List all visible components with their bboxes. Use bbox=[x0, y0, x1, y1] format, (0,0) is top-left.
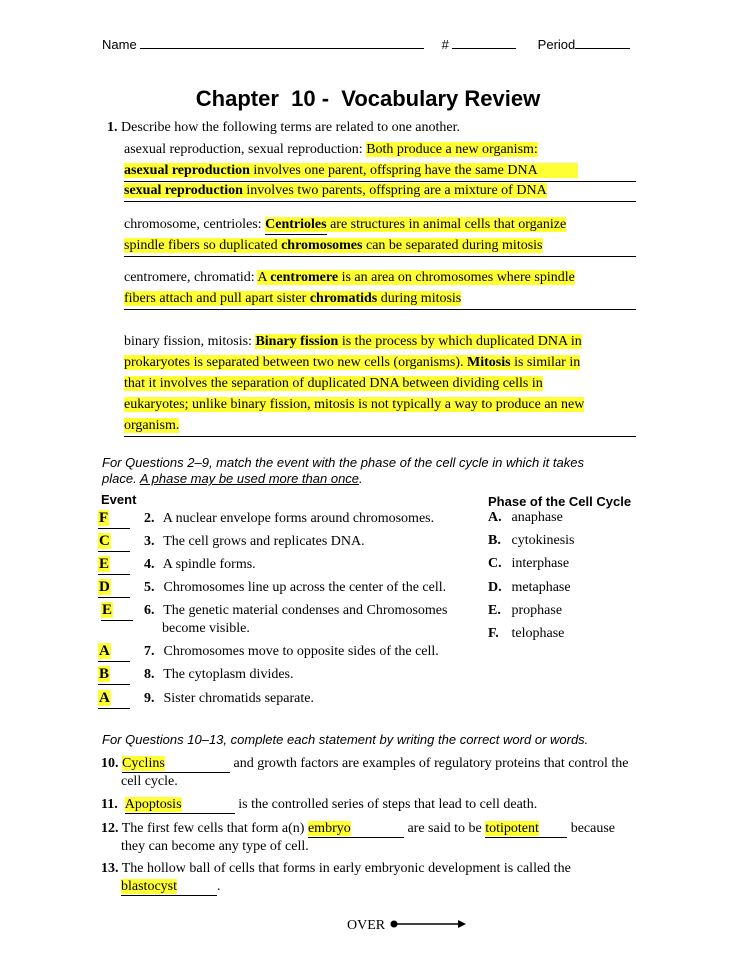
q11: 11. Apoptosis is the controlled series of steps that lead to cell death. bbox=[101, 797, 538, 812]
period-field[interactable] bbox=[575, 36, 630, 49]
answer-blank-8[interactable]: B bbox=[98, 666, 130, 685]
phase-option-c: C. interphase bbox=[488, 556, 570, 571]
q1-pair2-line2[interactable]: spindle fibers so duplicated chromosomes can be separated during mitosis bbox=[124, 236, 636, 257]
header bbox=[102, 36, 630, 52]
q12: 12. The first few cells that form a(n) embryo are said to be totipotent because bbox=[101, 821, 616, 836]
q1-pair3-line2[interactable]: fibers attach and pull apart sister chromatids during mitosis bbox=[124, 289, 636, 310]
q12-answer1[interactable]: embryo bbox=[308, 821, 404, 838]
q1-pair4-line5[interactable]: organism. bbox=[124, 416, 636, 437]
page-title: Chapter 10 - Vocabulary Review bbox=[195, 86, 541, 111]
phase-option-a: A. anaphase bbox=[488, 510, 563, 525]
event-header: Event bbox=[101, 492, 137, 507]
q13-answer[interactable]: blastocyst bbox=[121, 879, 217, 896]
q13-cont: blastocyst . bbox=[121, 879, 221, 894]
q1-pair3-line1: centromere, chromatid: A centromere is an area on chromosomes where spindle bbox=[124, 270, 575, 285]
q1-pair4-line3: that it involves the separation of duplicated DNA between dividing cells in bbox=[124, 376, 543, 391]
name-label: Name bbox=[102, 37, 137, 52]
over-label: OVER bbox=[347, 918, 386, 933]
match-item-9: 9. Sister chromatids separate. bbox=[144, 691, 314, 706]
match-item-2: 2. A nuclear envelope forms around chromosomes. bbox=[144, 511, 435, 526]
q1-pair1-line2[interactable]: asexual reproduction involves one parent, offspring have the same DNA bbox=[124, 161, 636, 182]
period-label: Period bbox=[537, 37, 576, 52]
phase-option-f: F. telophase bbox=[488, 626, 565, 641]
answer-blank-6[interactable]: E bbox=[101, 602, 133, 621]
q10-answer[interactable]: Cyclins bbox=[122, 756, 230, 773]
name-field[interactable] bbox=[140, 36, 424, 49]
arrow-right-icon bbox=[388, 916, 468, 932]
answer-blank-2[interactable]: F bbox=[98, 510, 130, 529]
phase-header: Phase of the Cell Cycle bbox=[488, 494, 632, 509]
match-item-6: 6. The genetic material condenses and Chromosomes bbox=[144, 603, 448, 618]
number-field[interactable] bbox=[452, 36, 516, 49]
phase-option-d: D. metaphase bbox=[488, 580, 571, 595]
answer-blank-7[interactable]: A bbox=[98, 643, 130, 662]
answer-blank-5[interactable]: D bbox=[98, 579, 130, 598]
q11-answer[interactable]: Apoptosis bbox=[125, 797, 235, 814]
q1-pair1-line1: asexual reproduction, sexual reproduction: Both produce a new organism: bbox=[124, 142, 538, 157]
phase-option-e: E. prophase bbox=[488, 603, 563, 618]
phase-option-b: B. cytokinesis bbox=[488, 533, 575, 548]
q13: 13. The hollow ball of cells that forms in early embryonic development is called the bbox=[101, 861, 571, 876]
match-item-6-cont: become visible. bbox=[162, 621, 250, 636]
q1-pair4-line4: eukaryotes; unlike binary fission, mitosis is not typically a way to produce an new bbox=[124, 397, 585, 412]
q1-pair4-line2: prokaryotes is separated between two new cells (organisms). Mitosis is similar in bbox=[124, 355, 581, 370]
q1-pair1-line3[interactable]: sexual reproduction involves two parents, offspring are a mixture of DNA bbox=[124, 181, 636, 202]
q12-answer2[interactable]: totipotent bbox=[485, 821, 567, 838]
number-label: # bbox=[441, 37, 449, 52]
q1-pair2-line1: chromosome, centrioles: Centrioles are structures in animal cells that organize bbox=[124, 215, 636, 235]
match-item-8: 8. The cytoplasm divides. bbox=[144, 667, 294, 682]
q1-prompt: 1. Describe how the following terms are related to one another. bbox=[107, 120, 460, 135]
match-instructions-line2: place. A phase may be used more than once. bbox=[102, 471, 363, 486]
answer-blank-3[interactable]: C bbox=[98, 533, 130, 552]
match-item-5: 5. Chromosomes line up across the center of the cell. bbox=[144, 580, 447, 595]
match-instructions-line1: For Questions 2–9, match the event with the phase of the cell cycle in which it takes bbox=[102, 455, 584, 470]
q1-pair4-line1: binary fission, mitosis: Binary fission is the process by which duplicated DNA in bbox=[124, 334, 582, 349]
q12-cont: they can become any type of cell. bbox=[121, 839, 309, 854]
answer-blank-4[interactable]: E bbox=[98, 556, 130, 575]
match-item-7: 7. Chromosomes move to opposite sides of the cell. bbox=[144, 644, 439, 659]
complete-instructions: For Questions 10–13, complete each statement by writing the correct word or words. bbox=[102, 732, 589, 747]
match-item-4: 4. A spindle forms. bbox=[144, 557, 256, 572]
match-item-3: 3. The cell grows and replicates DNA. bbox=[144, 534, 365, 549]
q10-cont: cell cycle. bbox=[121, 774, 178, 789]
answer-blank-9[interactable]: A bbox=[98, 690, 130, 709]
q10: 10. Cyclins and growth factors are examples of regulatory proteins that control the bbox=[101, 756, 629, 771]
